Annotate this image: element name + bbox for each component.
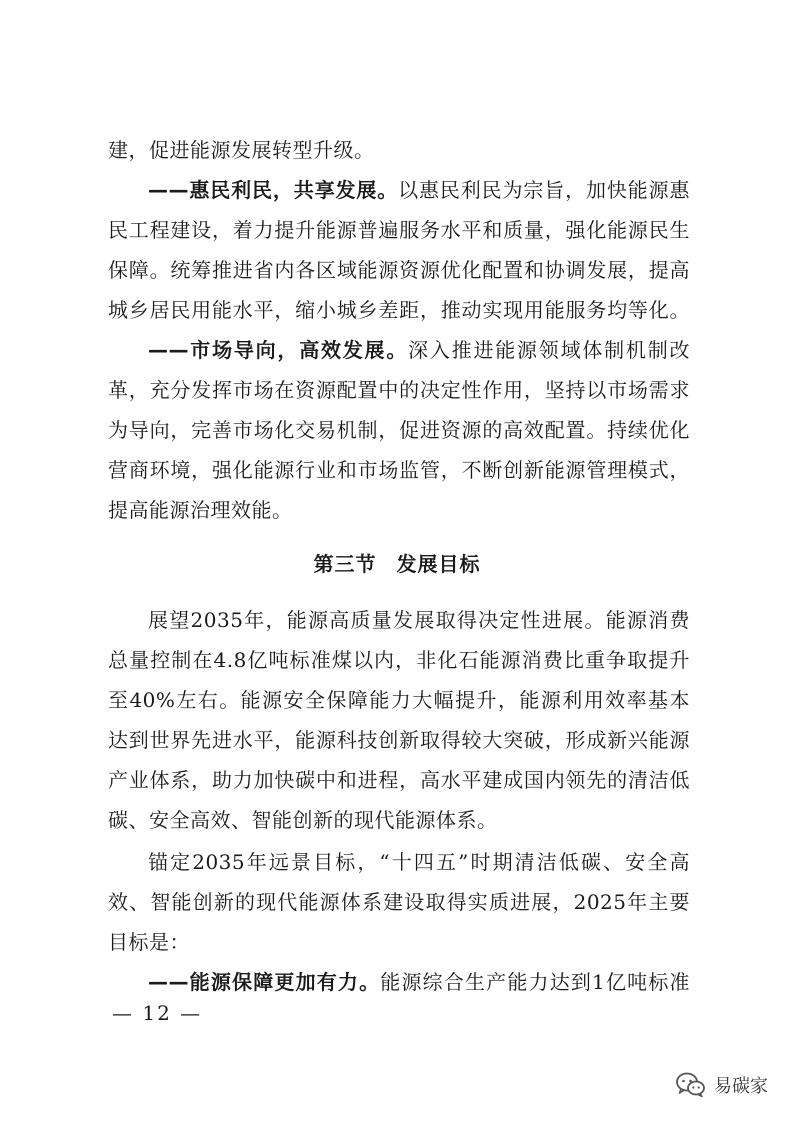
paragraph-line: 为导向，完善市场化交易机制，促进资源的高效配置。持续优化 (108, 418, 690, 442)
paragraph-line: 建，促进能源发展转型升级。 (108, 138, 375, 162)
paragraph-line (148, 330, 690, 370)
paragraph-line (148, 170, 690, 210)
paragraph-line: 展望2035年，能源高质量发展取得决定性进展。能源消费 (148, 608, 690, 632)
page-number: — 12 — (112, 1001, 203, 1025)
section-number: 第三节 (313, 552, 377, 576)
principle-heading: ——市场导向，高效发展。 (148, 338, 409, 362)
paragraph-text: 以惠民利民为宗旨，加快能源惠 (398, 178, 690, 202)
paragraph-line: 提高能源治理效能。 (108, 498, 293, 522)
paragraph-line: 锚定2035年远景目标，“十四五”时期清洁低碳、安全高 (148, 850, 690, 874)
paragraph-line: 保障。统筹推进省内各区域能源资源优化配置和协调发展，提高 (108, 258, 690, 282)
principle-heading: ——能源保障更加有力。 (148, 970, 381, 994)
paragraph-text: 深入推进能源领域体制机制改 (408, 338, 690, 362)
section-heading (0, 544, 794, 584)
paragraph-line: 效、智能创新的现代能源体系建设取得实质进展，2025年主要 (108, 890, 690, 914)
section-title: 发展目标 (396, 552, 481, 576)
paragraph-line: 革，充分发挥市场在资源配置中的决定性作用，坚持以市场需求 (108, 378, 690, 402)
paragraph-line: 营商环境，强化能源行业和市场监管，不断创新能源管理模式， (108, 458, 690, 482)
paragraph-line: 达到世界先进水平，能源科技创新取得较大突破，形成新兴能源 (108, 728, 690, 752)
paragraph-line: 碳、安全高效、智能创新的现代能源体系。 (108, 808, 498, 832)
paragraph-line: 总量控制在4.8亿吨标准煤以内，非化石能源消费比重争取提升 (108, 648, 690, 672)
watermark (676, 1070, 768, 1100)
principle-heading: ——惠民利民，共享发展。 (148, 178, 399, 202)
paragraph-text: 能源综合生产能力达到1亿吨标准 (380, 970, 690, 994)
paragraph-line: 至40%左右。能源安全保障能力大幅提升，能源利用效率基本 (108, 688, 690, 712)
paragraph-line: 产业体系，助力加快碳中和进程，高水平建成国内领先的清洁低 (108, 768, 690, 792)
paragraph-line: 民工程建设，着力提升能源普遍服务水平和质量，强化能源民生 (108, 218, 690, 242)
paragraph-line: 目标是： (108, 930, 190, 954)
watermark-text: 易碳家 (714, 1076, 768, 1097)
paragraph-line (148, 962, 690, 1002)
paragraph-line: 城乡居民用能水平，缩小城乡差距，推动实现用能服务均等化。 (108, 298, 690, 322)
wechat-icon (676, 1072, 706, 1098)
